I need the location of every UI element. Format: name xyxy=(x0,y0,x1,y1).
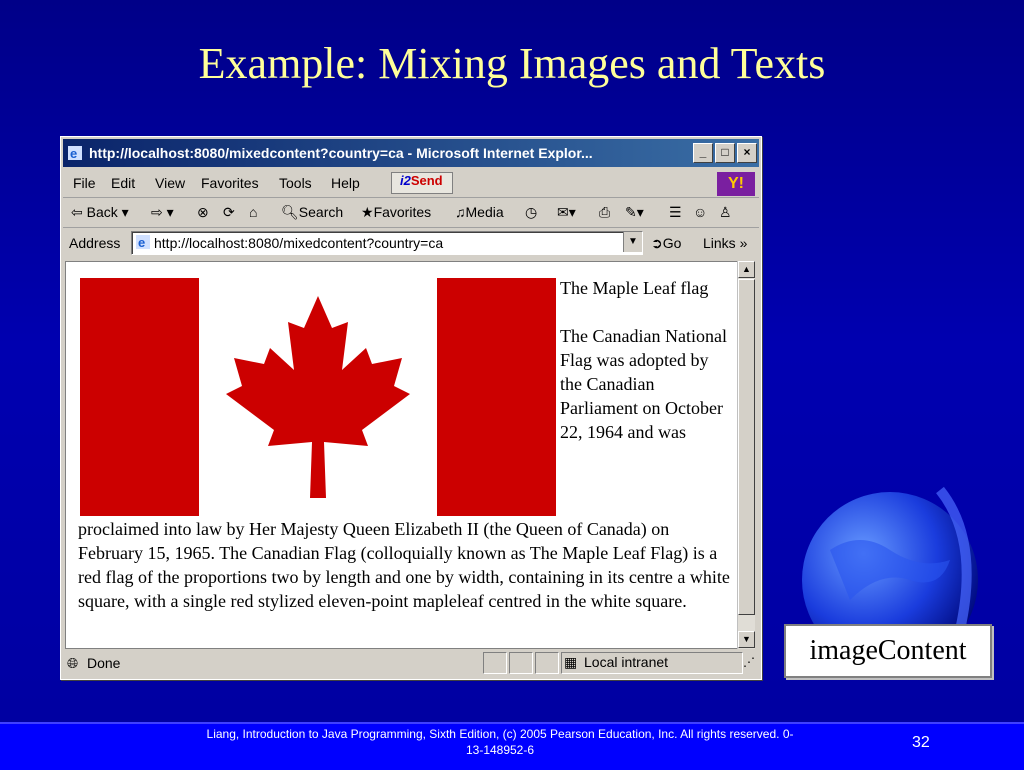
menu-help[interactable]: Help xyxy=(331,175,360,191)
page-icon xyxy=(135,234,151,250)
search-label: Search xyxy=(298,204,344,220)
back-label: Back xyxy=(86,204,118,220)
menu-bar xyxy=(63,171,759,198)
minimize-button[interactable]: _ xyxy=(693,143,713,163)
refresh-icon[interactable]: ⟳ xyxy=(223,204,235,220)
status-page-icon: 🌐︎ xyxy=(67,655,79,671)
flag-heading: The Maple Leaf flag xyxy=(560,278,709,298)
menu-view[interactable]: View xyxy=(155,175,186,191)
flag-description: proclaimed into law by Her Majesty Queen Elizabeth II (the Queen of Canada) on February 15, 1965. The Canadian Flag (colloquially known as The Maple Leaf Flag) is a red flag of the proportions two by length and one by width, containing in its centre a white square, with a single red stylized eleven-point mapleleaf centred in the white square. xyxy=(78,519,730,611)
close-button[interactable]: × xyxy=(737,143,757,163)
forward-button[interactable]: ⇨ ▾ xyxy=(151,204,174,220)
svg-text:e: e xyxy=(138,235,146,250)
yahoo-icon[interactable]: Y! xyxy=(717,172,755,196)
send-button[interactable] xyxy=(391,172,453,194)
go-label: Go xyxy=(662,235,682,251)
messenger-icon[interactable]: ☺ xyxy=(693,204,708,220)
favorites-label: Favorites xyxy=(373,204,432,220)
maximize-button[interactable]: □ xyxy=(715,143,735,163)
status-pane xyxy=(483,652,507,674)
stop-icon[interactable]: ⊗ xyxy=(197,204,209,220)
canada-flag-image xyxy=(80,278,556,516)
favorites-button[interactable] xyxy=(361,204,431,221)
window-title: http://localhost:8080/mixedcontent?country=ca - Microsoft Internet Explor... xyxy=(89,145,593,161)
resize-grip-icon[interactable]: ⋰ xyxy=(743,655,755,669)
go-arrow-icon: ➲ xyxy=(651,235,663,251)
menu-favorites[interactable]: Favorites xyxy=(201,175,259,191)
address-bar xyxy=(63,229,759,257)
callout-label: imageContent xyxy=(784,624,992,678)
scroll-thumb[interactable] xyxy=(738,279,755,615)
side-text xyxy=(560,276,730,468)
links-button[interactable]: Links » xyxy=(703,235,748,251)
browser-window xyxy=(60,136,762,680)
search-icon: 🔍︎ xyxy=(281,204,299,220)
media-icon: ♫ xyxy=(455,204,466,220)
vertical-scrollbar[interactable] xyxy=(737,261,755,649)
scroll-up-icon[interactable]: ▲ xyxy=(738,261,755,278)
zone-text: Local intranet xyxy=(584,654,669,670)
print-icon[interactable]: ⎙ xyxy=(599,204,611,220)
links-label: Links xyxy=(703,235,736,251)
standard-toolbar xyxy=(63,199,759,228)
address-dropdown-icon[interactable]: ▼ xyxy=(623,232,642,252)
send-label: Send xyxy=(410,173,443,188)
zone-pane xyxy=(561,652,743,674)
media-button[interactable] xyxy=(455,204,504,220)
user-icon[interactable]: ♙ xyxy=(719,204,732,220)
search-button[interactable] xyxy=(281,204,343,221)
status-pane xyxy=(509,652,533,674)
flag-intro: The Canadian National Flag was adopted by the Canadian Parliament on October 22, 1964 and was xyxy=(560,326,727,442)
back-arrow-icon: ⇦ xyxy=(71,204,83,220)
svg-text:e: e xyxy=(70,146,78,161)
menu-tools[interactable]: Tools xyxy=(279,175,312,191)
address-input[interactable] xyxy=(131,231,643,255)
go-button[interactable] xyxy=(651,235,681,252)
intranet-icon: ▦ xyxy=(564,654,578,670)
back-button[interactable]: ⇦ Back ▾ xyxy=(71,204,129,220)
history-icon[interactable]: ◷ xyxy=(525,204,538,220)
status-bar xyxy=(63,651,759,675)
favorites-icon: ★ xyxy=(361,204,374,220)
status-pane xyxy=(535,652,559,674)
send-prefix: i2 xyxy=(400,173,411,188)
page-viewport xyxy=(65,261,739,649)
menu-edit[interactable]: Edit xyxy=(111,175,136,191)
status-text: Done xyxy=(87,655,121,671)
page-number: 32 xyxy=(912,734,930,751)
slide-title: Example: Mixing Images and Texts xyxy=(198,39,826,88)
footer-copyright: Liang, Introduction to Java Programming, Sixth Edition, (c) 2005 Pearson Education, Inc. All rights reserved. 0-13-148952-6 xyxy=(206,727,794,757)
window-titlebar[interactable] xyxy=(63,139,759,167)
menu-file[interactable]: File xyxy=(73,175,96,191)
edit-icon[interactable]: ✎▾ xyxy=(625,204,644,220)
mail-icon[interactable]: ✉▾ xyxy=(557,204,576,220)
discuss-icon[interactable]: ☰ xyxy=(669,204,682,220)
ie-icon xyxy=(67,145,83,161)
address-url: http://localhost:8080/mixedcontent?country=ca xyxy=(154,235,444,251)
media-label: Media xyxy=(465,204,504,220)
address-label: Address xyxy=(69,235,121,251)
home-icon[interactable]: ⌂ xyxy=(249,204,258,220)
scroll-down-icon[interactable]: ▼ xyxy=(738,631,755,648)
